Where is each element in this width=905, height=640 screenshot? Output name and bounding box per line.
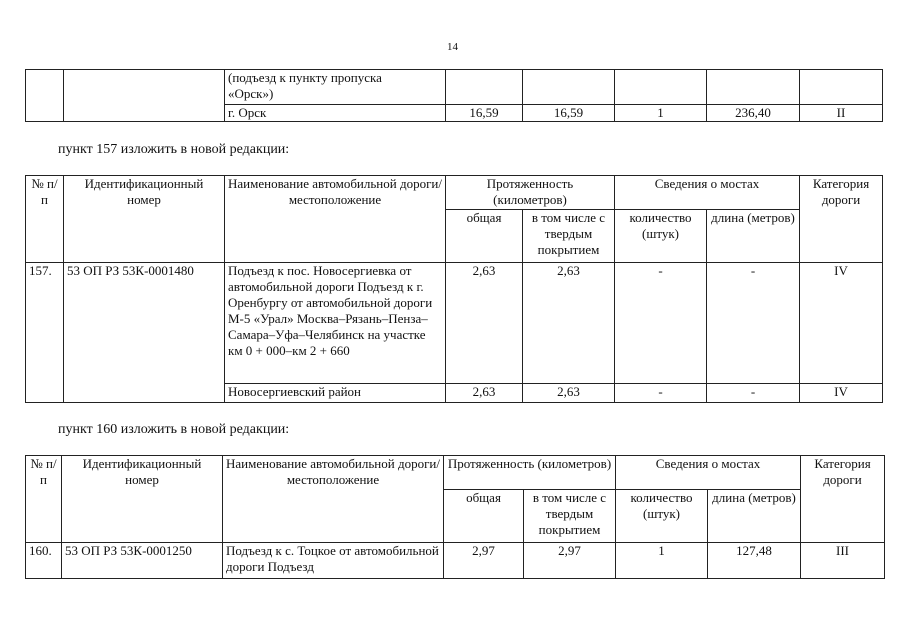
- cell-name: г. Орск: [225, 105, 446, 122]
- row-name: Подъезд к с. Тоцкое от автомобильной дороги Подъезд: [223, 543, 444, 579]
- subrow-category: IV: [800, 384, 883, 403]
- table-160: [25, 455, 885, 579]
- row-hard: 2,97: [524, 543, 616, 579]
- continuation-line: (подъезд к пункту пропуска: [228, 70, 382, 85]
- header-category: Категория дороги: [800, 176, 883, 263]
- row-count: -: [615, 263, 707, 384]
- header-name: Наименование автомобильной дороги/местоположение: [223, 456, 444, 543]
- header-bridges-length: длина (метров): [708, 490, 801, 543]
- header-category: Категория дороги: [801, 456, 885, 543]
- header-name: Наименование автомобильной дороги/местоположение: [225, 176, 446, 263]
- row-id: 53 ОП РЗ 53К-0001480: [64, 263, 225, 384]
- header-id: Идентификационный номер: [64, 176, 225, 263]
- paragraph-160: пункт 160 изложить в новой редакции:: [58, 422, 290, 437]
- paragraph-157: пункт 157 изложить в новой редакции:: [58, 142, 290, 157]
- header-num: № п/п: [26, 456, 62, 543]
- row-category: III: [801, 543, 885, 579]
- row-bridges-length: -: [707, 263, 800, 384]
- cell-hard: 16,59: [523, 105, 615, 122]
- row-name: Подъезд к пос. Новосергиевка от автомобильной дороги Подъезд к г. Оренбургу от автомобильной дороги М-5 «Урал» Москва–Рязань–Пенза–Самара–Уфа–Челябинск на участке км 0 + 000–км 2 + 660: [225, 263, 446, 384]
- page-number: 14: [447, 41, 458, 53]
- header-count: количество (штук): [615, 210, 707, 263]
- row-category: IV: [800, 263, 883, 384]
- header-hard: в том числе с твердым покрытием: [523, 210, 615, 263]
- subrow-count: -: [615, 384, 707, 403]
- header-hard: в том числе с твердым покрытием: [524, 490, 616, 543]
- row-num: 160.: [26, 543, 62, 579]
- cell-bridges-count: 1: [615, 105, 707, 122]
- continuation-table: [25, 69, 883, 122]
- subrow-bridges-length: -: [707, 384, 800, 403]
- subrow-name: Новосергиевский район: [225, 384, 446, 403]
- header-id: Идентификационный номер: [62, 456, 223, 543]
- table-157: [25, 175, 883, 403]
- row-total: 2,97: [444, 543, 524, 579]
- cell-total: 16,59: [446, 105, 523, 122]
- cell-category: II: [800, 105, 883, 122]
- subrow-total: 2,63: [446, 384, 523, 403]
- subrow-hard: 2,63: [523, 384, 615, 403]
- row-num: 157.: [26, 263, 64, 384]
- header-total: общая: [444, 490, 524, 543]
- row-bridges-length: 127,48: [708, 543, 801, 579]
- continuation-line: «Орск»): [228, 86, 274, 101]
- row-hard: 2,63: [523, 263, 615, 384]
- header-num: № п/п: [26, 176, 64, 263]
- header-bridges: Сведения о мостах: [616, 456, 801, 490]
- header-total: общая: [446, 210, 523, 263]
- header-bridges: Сведения о мостах: [615, 176, 800, 210]
- header-count: количество (штук): [616, 490, 708, 543]
- row-id: 53 ОП РЗ 53К-0001250: [62, 543, 223, 579]
- cell-bridges-length: 236,40: [707, 105, 800, 122]
- header-length: Протяженность (километров): [444, 456, 616, 490]
- row-total: 2,63: [446, 263, 523, 384]
- header-bridges-length: длина (метров): [707, 210, 800, 263]
- row-count: 1: [616, 543, 708, 579]
- header-length: Протяженность (километров): [446, 176, 615, 210]
